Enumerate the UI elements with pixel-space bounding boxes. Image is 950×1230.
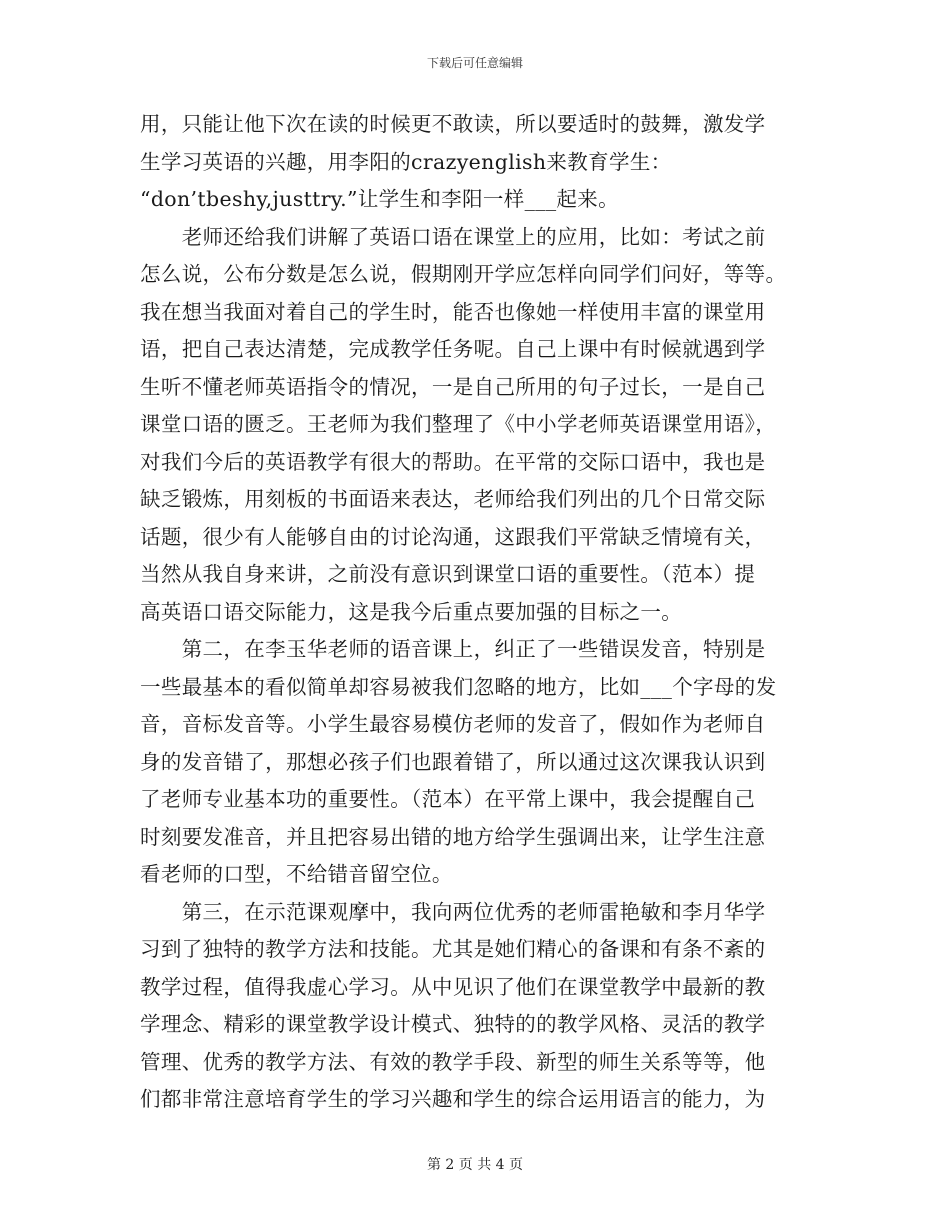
text-line: 了老师专业基本功的重要性。（范本）在平常上课中，我会提醒自己: [140, 787, 756, 811]
text-line: 看老师的口型，不给错音留空位。: [140, 862, 453, 886]
text-line: 第二，在李玉华老师的语音课上，纠正了一些错误发音，特别是: [140, 637, 766, 661]
text-line: 缺乏锻炼，用刻板的书面语来表达，老师给我们列出的几个日常交际: [140, 487, 766, 511]
text-line: 对我们今后的英语教学有很大的帮助。在平常的交际口语中，我也是: [140, 449, 766, 474]
text-line: 用，只能让他下次在读的时候更不敢读，所以要适时的鼓舞，激发学: [140, 112, 766, 136]
text-line: 管理、优秀的教学方法、有效的教学手段、新型的师生关系等等，他: [140, 1049, 766, 1074]
text-line: 生学习英语的兴趣，用李阳的crazyenglish来教育学生：: [140, 149, 672, 174]
text-line: 时刻要发准音，并且把容易出错的地方给学生强调出来，让学生注意: [140, 824, 766, 849]
text-line: 学理念、精彩的课堂教学设计模式、独特的的教学风格、灵活的教学: [140, 1012, 766, 1036]
text-line: 们都非常注意培育学生的学习兴趣和学生的综合运用语言的能力，为: [140, 1087, 766, 1111]
text-line: 生听不懂老师英语指令的情况，一是自己所用的句子过长，一是自己: [140, 374, 766, 399]
text-line: 当然从我自身来讲，之前没有意识到课堂口语的重要性。（范本）提: [140, 562, 756, 586]
text-line: 音，音标发音等。小学生最容易模仿老师的发音了，假如作为老师自: [140, 712, 766, 736]
text-line: “don’tbeshy,justtry.”让学生和李阳一样___起来。: [140, 187, 619, 211]
text-line: 习到了独特的教学方法和技能。尤其是她们精心的备课和有条不紊的: [140, 937, 766, 961]
text-line: 老师还给我们讲解了英语口语在课堂上的应用，比如：考试之前: [140, 224, 766, 249]
text-line: 话题，很少有人能够自由的讨论沟通，这跟我们平常缺乏情境有关，: [140, 524, 766, 549]
text-line: 课堂口语的匮乏。王老师为我们整理了《中小学老师英语课堂用语》，: [140, 412, 777, 436]
body-text: [140, 106, 812, 1119]
text-line: 怎么说，公布分数是怎么说，假期刚开学应怎样向同学们问好，等等。: [140, 262, 787, 286]
text-line: 高英语口语交际能力，这是我今后重点要加强的目标之一。: [140, 599, 683, 624]
text-line: 教学过程，值得我虚心学习。从中见识了他们在课堂教学中最新的教: [140, 974, 766, 999]
text-line: 身的发音错了，那想必孩子们也跟着错了，所以通过这次课我认识到: [140, 749, 766, 774]
text-line: 我在想当我面对着自己的学生时，能否也像她一样使用丰富的课堂用: [140, 299, 766, 324]
text-line: 一些最基本的看似简单却容易被我们忽略的地方，比如___个字母的发: [140, 674, 777, 699]
page-number: 第 2 页 共 4 页: [426, 1157, 524, 1173]
text-line: 第三，在示范课观摩中，我向两位优秀的老师雷艳敏和李月华学: [140, 899, 766, 924]
header-note: 下载后可任意编辑: [426, 56, 523, 70]
text-line: 语，把自己表达清楚，完成教学任务呢。自己上课中有时候就遇到学: [140, 337, 766, 361]
